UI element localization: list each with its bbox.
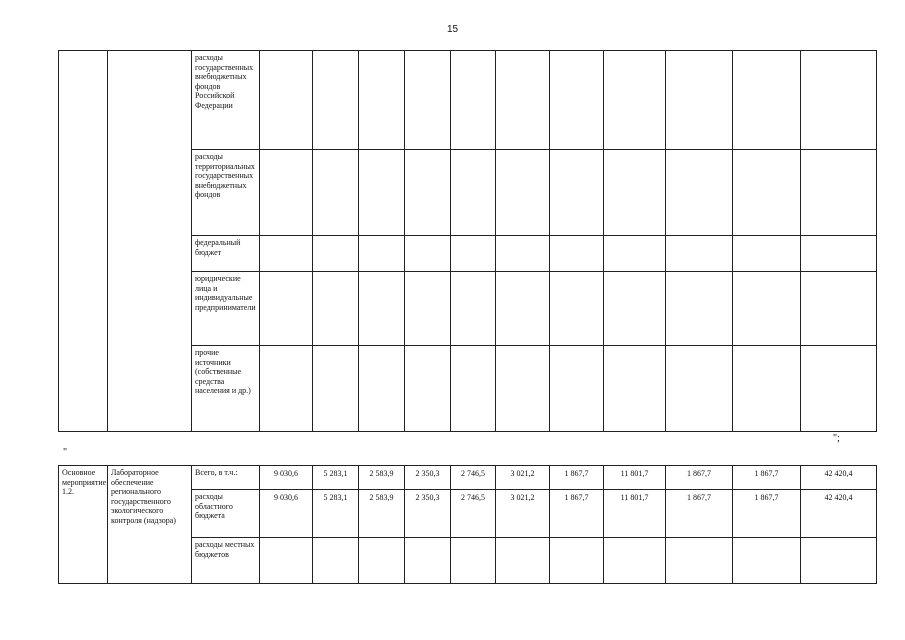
value-cell: 1 867,7	[666, 466, 733, 490]
table-row	[59, 466, 877, 490]
funding-source-label: расходы областного бюджета	[192, 490, 260, 538]
value-cell: 5 283,1	[313, 490, 359, 538]
page-number: 15	[446, 24, 459, 35]
value-cell: 1 867,7	[666, 490, 733, 538]
value-cell	[550, 538, 604, 584]
value-cell	[359, 538, 405, 584]
value-cell: 5 283,1	[313, 466, 359, 490]
value-cell	[666, 538, 733, 584]
item-label-cell	[59, 51, 108, 432]
funding-source-label: юридические лица и индивидуальные предприниматели	[192, 272, 260, 346]
funding-source-label: федеральный бюджет	[192, 236, 260, 272]
value-cell: 11 801,7	[604, 490, 666, 538]
value-cell	[260, 538, 313, 584]
funding-source-label: расходы местных бюджетов	[192, 538, 260, 584]
closing-quote: ";	[833, 433, 840, 444]
value-cell: 2 583,9	[359, 466, 405, 490]
value-cell: 2 583,9	[359, 490, 405, 538]
value-cell	[313, 538, 359, 584]
value-cell	[733, 538, 801, 584]
value-cell: 9 030,6	[260, 490, 313, 538]
total-cell: 42 420,4	[801, 490, 877, 538]
value-cell	[604, 538, 666, 584]
value-cell: 3 021,2	[496, 490, 550, 538]
value-cell: 3 021,2	[496, 466, 550, 490]
item-name-cell: Лабораторное обеспечение регионального государственного экологического контроля (надзора)	[108, 466, 192, 584]
value-cell: 9 030,6	[260, 466, 313, 490]
value-cell	[496, 538, 550, 584]
value-cell: 1 867,7	[733, 466, 801, 490]
value-cell	[405, 538, 451, 584]
funding-source-label: расходы территориальных государственных внебюджетных фондов	[192, 150, 260, 236]
funding-source-label: расходы государственных внебюджетных фондов Российской Федерации	[192, 51, 260, 150]
value-cell: 2 746,5	[451, 466, 496, 490]
funding-source-label: Всего, в т.ч.:	[192, 466, 260, 490]
value-cell: 11 801,7	[604, 466, 666, 490]
total-cell	[801, 538, 877, 584]
table-row	[59, 51, 877, 150]
top-table	[58, 50, 877, 432]
item-name-cell	[108, 51, 192, 432]
value-cell: 2 746,5	[451, 490, 496, 538]
item-label-cell: Основное мероприятие 1.2.	[59, 466, 108, 584]
value-cell	[451, 538, 496, 584]
funding-source-label: прочие источники (собственные средства населения и др.)	[192, 346, 260, 432]
value-cell: 1 867,7	[550, 490, 604, 538]
value-cell: 1 867,7	[550, 466, 604, 490]
bottom-table	[58, 465, 877, 584]
value-cell: 2 350,3	[405, 466, 451, 490]
value-cell: 2 350,3	[405, 490, 451, 538]
value-cell: 1 867,7	[733, 490, 801, 538]
total-cell: 42 420,4	[801, 466, 877, 490]
opening-quote: "	[63, 447, 68, 458]
